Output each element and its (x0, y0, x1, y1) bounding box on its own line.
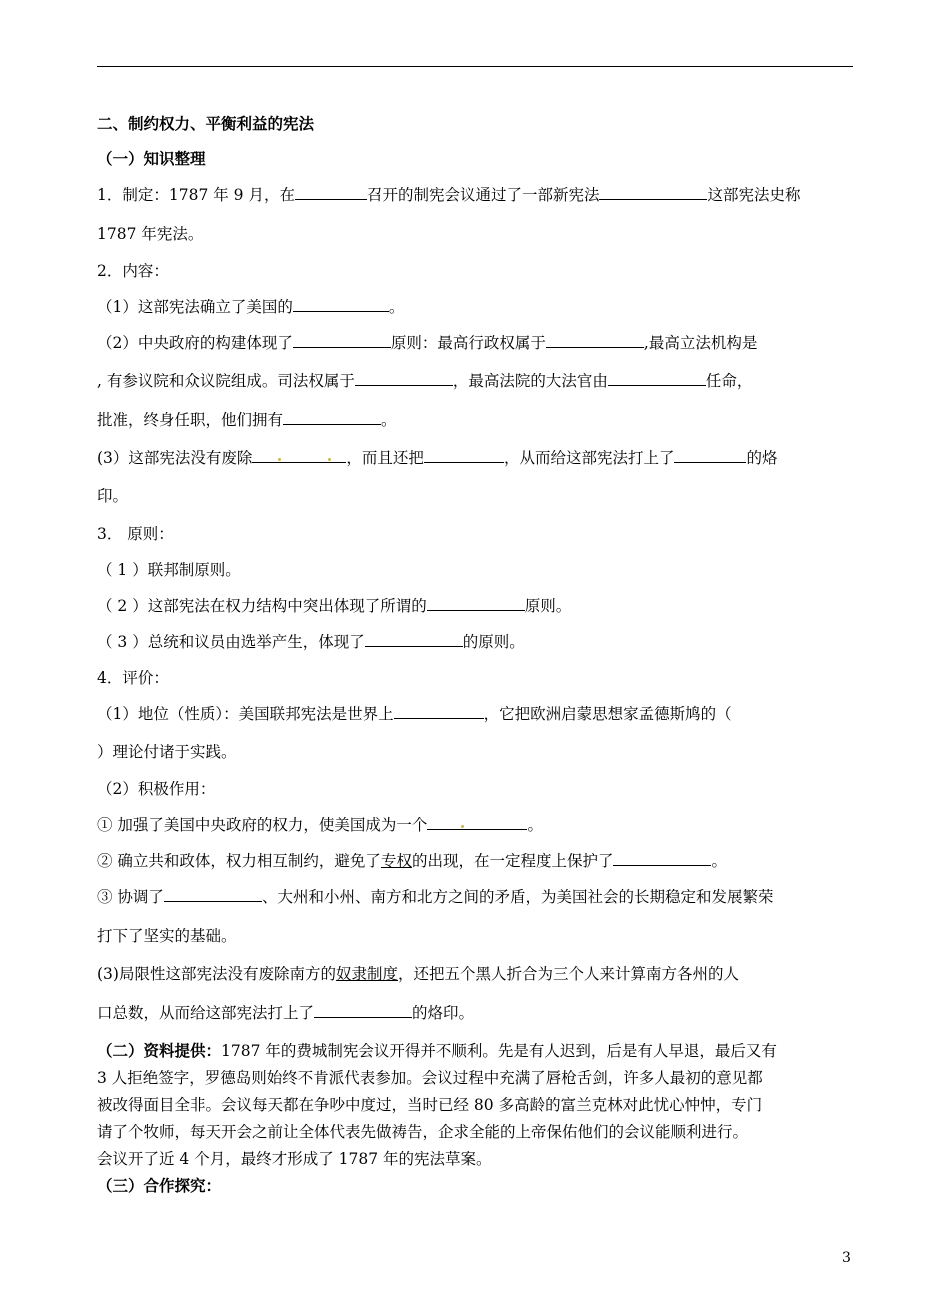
blank-counting[interactable] (424, 448, 504, 463)
blank-status[interactable] (394, 704, 484, 719)
effect-2: ② 确立共和政体，权力相互制约，避免了专权的出现，在一定程度上保护了 。 (97, 852, 727, 870)
blank-constitution-name[interactable] (599, 185, 707, 200)
material-line-2: 3 人拒绝签字，罗德岛则始终不肯派代表参加。会议过程中充满了唇枪舌剑，许多人最初的意见都 (97, 1069, 763, 1087)
effect-3: ③ 协调了 、大州和小州、南方和北方之间的矛盾，为美国社会的长期稳定和发展繁荣 (97, 888, 774, 906)
blank-executive[interactable] (546, 333, 644, 348)
item-4-evaluation: 4．评价： (97, 669, 169, 687)
effect-3-continued: 打下了坚实的基础。 (97, 927, 237, 945)
item-2-3: (3）这部宪法没有废除 ，而且还把 ，从而给这部宪法打上了 的烙 (97, 449, 778, 467)
subsection-cooperation-title: （三）合作探究： (97, 1176, 222, 1195)
item-4-3-continued: 口总数，从而给这部宪法打上了 的烙印。 (97, 1004, 475, 1022)
blank-nation-type[interactable] (427, 815, 527, 830)
blank-principle[interactable] (293, 333, 391, 348)
item-4-1-continued: ）理论付诸于实践。 (97, 743, 237, 761)
item-2-content: 2．内容： (97, 262, 169, 280)
blank-power[interactable] (283, 410, 381, 425)
material-line-5: 会议开了近 4 个月，最终才形成了 1787 年的宪法草案。 (97, 1150, 492, 1168)
blank-coordinated[interactable] (164, 887, 262, 902)
underlined-term: 奴隶制度 (335, 965, 398, 983)
blank-limitation-mark[interactable] (314, 1003, 412, 1018)
blank-appointer[interactable] (608, 371, 706, 386)
item-1-continued: 1787 年宪法。 (97, 225, 204, 243)
mark-dot (328, 458, 331, 461)
page-number: 3 (842, 1250, 851, 1266)
header-rule (97, 66, 853, 67)
item-3-2: （ 2 ）这部宪法在权力结构中突出体现了所谓的 原则。 (97, 597, 572, 615)
item-2-2-line3: 批准，终身任职，他们拥有 。 (97, 411, 397, 429)
effect-1: ① 加强了美国中央政府的权力，使美国成为一个 。 (97, 816, 543, 834)
blank-mark[interactable] (674, 448, 746, 463)
subsection-knowledge-title: （一）知识整理 (97, 149, 206, 168)
item-3-1: （ 1 ）联邦制原则。 (97, 561, 241, 579)
item-3-principles: 3． 原则： (97, 525, 174, 543)
blank-not-abolished[interactable] (252, 448, 346, 463)
blank-system[interactable] (293, 297, 389, 312)
item-2-3-continued: 印。 (97, 487, 129, 505)
item-2-2: （2）中央政府的构建体现了 原则：最高行政权属于 ,最高立法机构是 (97, 334, 758, 352)
item-4-2: （2）积极作用： (97, 780, 216, 798)
item-4-3-limitation: (3)局限性这部宪法没有废除南方的奴隶制度，还把五个黑人折合为三个人来计算南方各州的人 (97, 965, 739, 983)
blank-election-principle[interactable] (365, 632, 463, 647)
material-line-1: （二）资料提供：1787 年的费城制宪会议开得并不顺利。先是有人迟到，后是有人早退，最后又有 (97, 1041, 777, 1060)
item-2-1: （1）这部宪法确立了美国的 。 (97, 298, 405, 316)
material-line-3: 被改得面目全非。会议每天都在争吵中度过，当时已经 80 多高龄的富兰克林对此忧心忡忡，专门 (97, 1096, 763, 1114)
blank-judicial[interactable] (355, 371, 453, 386)
item-1-enactment: 1．制定：1787 年 9 月，在 召开的制宪会议通过了一部新宪法 这部宪法史称 (97, 186, 801, 204)
blank-place[interactable] (295, 185, 367, 200)
item-3-3: （ 3 ）总统和议员由选举产生，体现了 的原则。 (97, 633, 525, 651)
material-line-4: 请了个牧师，每天开会之前让全体代表先做祷告，企求全能的上帝保佑他们的会议能顺利进行。 (97, 1123, 749, 1141)
mark-dot (278, 458, 281, 461)
blank-protected[interactable] (613, 851, 711, 866)
section-title: 二、制约权力、平衡利益的宪法 (97, 114, 315, 133)
underlined-term: 专权 (380, 852, 412, 870)
subsection-material-title: （二）资料提供： (97, 1041, 222, 1060)
item-4-1: （1）地位（性质）：美国联邦宪法是世界上 ，它把欧洲启蒙思想家孟德斯鸠的（ (97, 705, 732, 723)
item-2-2-line2: , 有参议院和众议院组成。司法权属于 ，最高法院的大法官由 任命， (97, 372, 753, 390)
blank-power-structure[interactable] (427, 596, 525, 611)
mark-dot (461, 825, 464, 828)
